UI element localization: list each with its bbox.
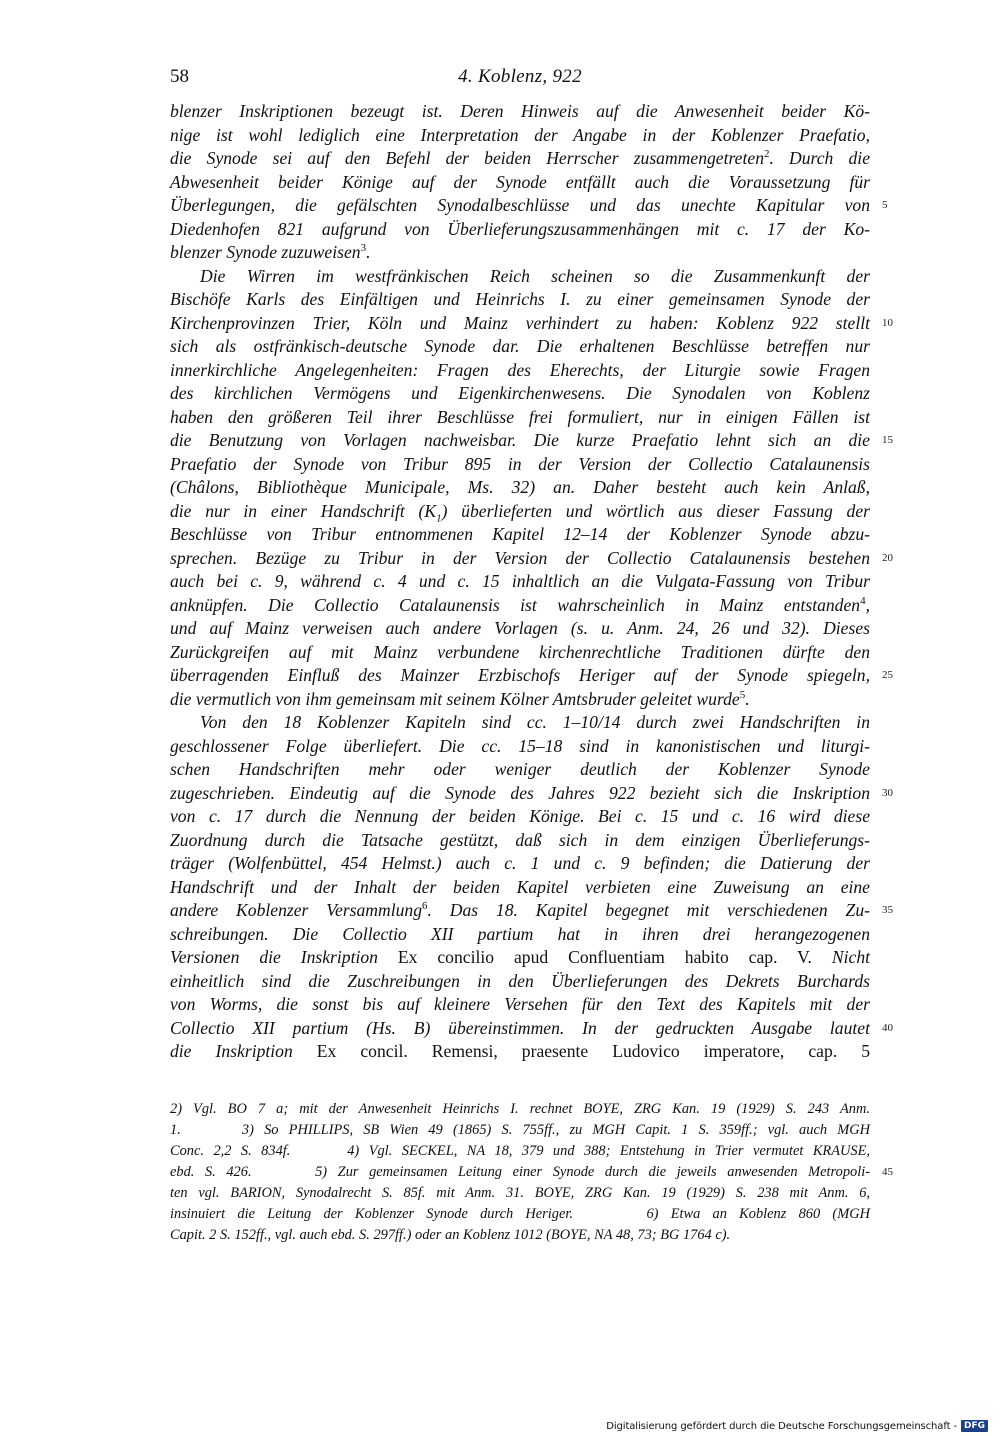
text-line bbox=[170, 476, 870, 500]
footnotes bbox=[170, 1099, 893, 1246]
text-line bbox=[170, 547, 893, 571]
text-segment: anknüpfen. Die Collectio Catalaunensis ist wahrscheinlich in Mainz entstanden bbox=[170, 594, 861, 615]
text-segment: die vermutlich von ihm gemeinsam mit seinem Kölner Amtsbruder geleitet wurde bbox=[170, 688, 740, 709]
text-segment: überragenden Einfluß des Mainzer Erzbischofs Heriger auf der Synode spiegeln, bbox=[170, 665, 870, 685]
text-segment: die Synode sei auf den Befehl der beiden Herrscher zusammengetreten bbox=[170, 148, 764, 168]
footnote-ref: 2 bbox=[764, 148, 770, 161]
text-segment: auch bei c. 9, während c. 4 und c. 15 inhaltlich an die Vulgata-Fassung von Tribur bbox=[170, 571, 870, 591]
line-number: 30 bbox=[882, 786, 893, 799]
text-line bbox=[170, 758, 870, 782]
text-segment: haben den größeren Teil ihrer Beschlüsse frei formuliert, nur in einigen Fällen ist bbox=[170, 406, 870, 427]
footnote-line bbox=[170, 1204, 870, 1225]
text-segment: . Durch die bbox=[769, 148, 870, 168]
text-line bbox=[170, 782, 893, 806]
text-segment: des kirchlichen Vermögens und Eigenkirchenwesens. Die Synodalen von Koblenz bbox=[170, 383, 870, 403]
text-segment: Handschrift und der Inhalt der beiden Kapitel verbieten eine Zuweisung an eine bbox=[170, 876, 870, 897]
dfg-logo: DFG bbox=[961, 1420, 988, 1432]
text-segment: Zurückgreifen auf mit Mainz verbundene kirchenrechtliche Traditionen dürfte den bbox=[170, 641, 870, 662]
text-line bbox=[170, 617, 870, 641]
footnote-ref: 4 bbox=[860, 594, 866, 607]
text-segment: , bbox=[865, 594, 870, 615]
text-line bbox=[170, 100, 870, 124]
footnote-ref: 3 bbox=[360, 242, 367, 255]
text-line bbox=[170, 829, 870, 853]
text-line bbox=[170, 664, 893, 688]
text-line bbox=[170, 359, 870, 383]
line-number: 10 bbox=[882, 316, 893, 329]
text-segment: und auf Mainz verweisen auch andere Vorlagen (s. u. Anm. 24, 26 und 32). Dieses bbox=[170, 618, 870, 638]
footnote-text: Capit. 2 S. 152ff., vgl. auch ebd. S. 297ff.) oder an Koblenz 1012 (BOYE, NA 48, 73; BG 1764 c). bbox=[170, 1227, 731, 1243]
footnote-line bbox=[170, 1141, 870, 1162]
text-segment: . bbox=[366, 242, 371, 262]
text-segment: Kirchenprovinzen Trier, Köln und Mainz verhindert zu haben: Koblenz 922 stellt bbox=[170, 312, 870, 333]
footnote-ref: 6 bbox=[422, 900, 428, 913]
footnote-ref: 5 bbox=[739, 688, 746, 701]
text-segment: einheitlich sind die Zuschreibungen in den Überlieferungen des Dekrets Burchards bbox=[170, 970, 870, 991]
text-line bbox=[170, 923, 870, 947]
text-segment: Diedenhofen 821 aufgrund von Überlieferungszusammenhängen mit c. 17 der Ko- bbox=[170, 218, 870, 239]
text-segment: Von den 18 Koblenzer Kapiteln sind cc. 1–10/14 durch zwei Handschriften in bbox=[200, 712, 870, 732]
text-segment: (Châlons, Bibliothèque Municipale, Ms. 32) an. Daher besteht auch kein Anlaß, bbox=[170, 477, 870, 497]
main-text bbox=[170, 100, 893, 1064]
text-line bbox=[170, 382, 870, 406]
text-line bbox=[170, 194, 888, 218]
subscript: 1 bbox=[436, 512, 442, 525]
text-line bbox=[170, 288, 870, 312]
text-line bbox=[170, 899, 893, 923]
text-segment: ) überlieferten und wörtlich aus dieser Fassung der bbox=[441, 500, 871, 521]
text-segment: Die Wirren im westfränkischen Reich scheinen so die Zusammenkunft der bbox=[200, 265, 870, 286]
text-segment: sich als ostfränkisch-deutsche Synode dar. Die erhaltenen Beschlüsse betreffen nur bbox=[170, 336, 870, 356]
text-segment: nige ist wohl lediglich eine Interpretation der Angabe in der Koblenzer Praefatio, bbox=[170, 124, 870, 145]
footnote-text: 1. 3) So PHILLIPS, SB Wien 49 (1865) S. 755ff., zu MGH Capit. 1 S. 359ff.; vgl. auch MGH bbox=[170, 1122, 870, 1138]
footnote-text: ebd. S. 426. 5) Zur gemeinsamen Leitung einer Synode durch die jeweils anwesenden Metropoli- bbox=[170, 1164, 870, 1180]
text-segment: blenzer Inskriptionen bezeugt ist. Deren Hinweis auf die Anwesenheit beider Kö- bbox=[170, 101, 870, 121]
footnote-text: 2) Vgl. BO 7 a; mit der Anwesenheit Heinrichs I. rechnet BOYE, ZRG Kan. 19 (1929) S. 243 Anm. bbox=[170, 1101, 870, 1117]
text-line bbox=[170, 711, 870, 735]
text-line bbox=[170, 570, 870, 594]
text-segment: von Worms, die sonst bis auf kleinere Versehen für den Text des Kapitels mit der bbox=[170, 994, 870, 1014]
footnote-line bbox=[170, 1120, 870, 1141]
text-line bbox=[170, 594, 870, 618]
text-segment: . Das 18. Kapitel begegnet mit verschiedenen Zu- bbox=[427, 900, 870, 920]
text-line bbox=[170, 312, 893, 336]
line-number: 20 bbox=[882, 551, 893, 564]
text-segment: zugeschrieben. Eindeutig auf die Synode des Jahres 922 bezieht sich die Inskription bbox=[170, 782, 870, 803]
text-segment: andere Koblenzer Versammlung bbox=[170, 900, 422, 920]
text-segment: die Benutzung von Vorlagen nachweisbar. Die kurze Praefatio lehnt sich an die bbox=[170, 430, 870, 450]
running-title: 4. Koblenz, 922 bbox=[458, 66, 582, 87]
text-segment: innerkirchliche Angelegenheiten: Fragen des Eherechts, der Liturgie sowie Fragen bbox=[170, 359, 870, 380]
footnote-line bbox=[170, 1183, 870, 1204]
text-line bbox=[170, 805, 870, 829]
line-number: 5 bbox=[882, 199, 888, 211]
text-segment: die Inskription bbox=[170, 1041, 317, 1061]
line-number: 15 bbox=[882, 434, 893, 446]
text-line bbox=[170, 265, 870, 289]
text-segment: Versionen die Inskription bbox=[170, 947, 398, 967]
text-line bbox=[170, 1040, 870, 1064]
text-line bbox=[170, 335, 870, 359]
text-segment: Abwesenheit beider Könige auf der Synode entfällt auch die Voraussetzung für bbox=[170, 171, 870, 192]
text-line bbox=[170, 946, 870, 970]
text-line bbox=[170, 970, 870, 994]
text-line bbox=[170, 124, 870, 148]
text-line bbox=[170, 641, 870, 665]
footer bbox=[606, 1419, 988, 1433]
line-number: 25 bbox=[882, 669, 893, 681]
text-segment: Überlegungen, die gefälschten Synodalbeschlüsse und das unechte Kapitular von bbox=[170, 195, 870, 215]
text-line bbox=[170, 500, 870, 524]
text-line bbox=[170, 218, 870, 242]
text-segment: träger (Wolfenbüttel, 454 Helmst.) auch c. 1 und c. 9 befinden; die Datierung der bbox=[170, 853, 870, 873]
text-line bbox=[170, 171, 870, 195]
text-segment: Ex concil. Remensi, praesente Ludovico imperatore, cap. 5 bbox=[316, 1041, 870, 1061]
text-segment: Beschlüsse von Tribur entnommenen Kapitel 12–14 der Koblenzer Synode abzu- bbox=[170, 524, 870, 544]
footnote-text: ten vgl. BARION, Synodalrecht S. 85f. mit Anm. 31. BOYE, ZRG Kan. 19 (1929) S. 238 mit Anm. 6, bbox=[170, 1185, 870, 1201]
text-segment: schreibungen. Die Collectio XII partium hat in ihren drei herangezogenen bbox=[170, 923, 870, 944]
footnote-text: Conc. 2,2 S. 834f. 4) Vgl. SECKEL, NA 18, 379 und 388; Entstehung in Trier vermutet KRAUSE, bbox=[170, 1143, 870, 1159]
text-line bbox=[170, 241, 870, 265]
footnote-line bbox=[170, 1162, 893, 1183]
text-segment: Ex concilio apud Confluentiam habito cap. V. bbox=[397, 947, 812, 967]
footnote-line bbox=[170, 1099, 870, 1120]
page-number: 58 bbox=[170, 66, 189, 87]
text-segment: die nur in einer Handschrift (K bbox=[170, 500, 437, 521]
text-segment: blenzer Synode zuzuweisen bbox=[170, 242, 361, 262]
text-line bbox=[170, 523, 870, 547]
text-segment: Nicht bbox=[811, 947, 870, 967]
text-segment: Collectio XII partium (Hs. B) übereinstimmen. In der gedruckten Ausgabe lautet bbox=[170, 1017, 870, 1038]
page-header bbox=[170, 66, 870, 96]
text-line bbox=[170, 852, 870, 876]
footnote-line bbox=[170, 1225, 870, 1246]
line-number: 40 bbox=[882, 1021, 893, 1034]
text-segment: sprechen. Bezüge zu Tribur in der Version der Collectio Catalaunensis bestehen bbox=[170, 547, 870, 568]
text-segment: . bbox=[745, 688, 750, 709]
text-line bbox=[170, 406, 870, 430]
line-number: 35 bbox=[882, 904, 893, 916]
text-line bbox=[170, 1017, 893, 1041]
footnote-text: insinuiert die Leitung der Koblenzer Synode durch Heriger. 6) Etwa an Koblenz 860 (MGH bbox=[170, 1206, 870, 1222]
text-line bbox=[170, 876, 870, 900]
line-number: 45 bbox=[882, 1166, 893, 1178]
text-line bbox=[170, 993, 870, 1017]
text-line bbox=[170, 429, 893, 453]
text-line bbox=[170, 147, 870, 171]
text-segment: Praefatio der Synode von Tribur 895 in der Version der Collectio Catalaunensis bbox=[170, 453, 870, 474]
text-segment: Bischöfe Karls des Einfältigen und Heinrichs I. zu einer gemeinsamen Synode der bbox=[170, 289, 870, 309]
text-line bbox=[170, 453, 870, 477]
text-segment: Zuordnung durch die Tatsache gestützt, daß sich in dem einzigen Überlieferungs- bbox=[170, 829, 870, 850]
text-segment: schen Handschriften mehr oder weniger deutlich der Koblenzer Synode bbox=[170, 759, 870, 779]
text-segment: geschlossener Folge überliefert. Die cc. 15–18 sind in kanonistischen und liturgi- bbox=[170, 735, 870, 756]
text-line bbox=[170, 735, 870, 759]
text-line bbox=[170, 688, 870, 712]
text-segment: von c. 17 durch die Nennung der beiden Könige. Bei c. 15 und c. 16 wird diese bbox=[170, 806, 870, 826]
funding-note: Digitalisierung gefördert durch die Deutsche Forschungsgemeinschaft - bbox=[606, 1420, 957, 1432]
